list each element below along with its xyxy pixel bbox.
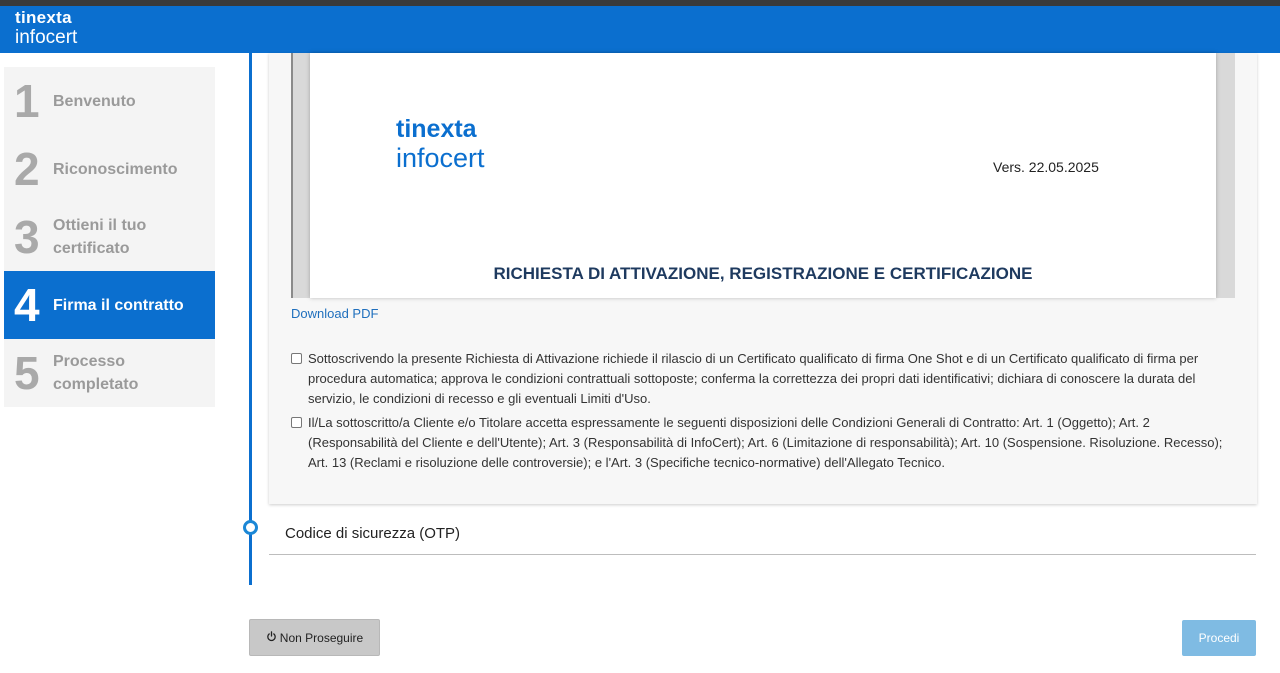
consent-1-text: Sottoscrivendo la presente Richiesta di Attivazione richiede il rilascio di un Certificato qualificato di firma One Shot e di un Certificato qualificato di firma per procedura automatica; approva le condizioni contrattuali sottoposte; conferma la correttezza dei propri dati identificativi; dichiara di conoscere la durata del servizio, le condizioni di recesso e gli eventuali Limiti d'Uso. <box>308 351 1199 406</box>
otp-section-label[interactable]: Codice di sicurezza (OTP) <box>285 525 461 542</box>
document-logo <box>396 117 485 172</box>
procedi-button[interactable] <box>1182 620 1256 656</box>
timeline-node <box>243 520 258 535</box>
infocert-logo <box>15 9 77 47</box>
consent-2 <box>291 413 1236 473</box>
pdf-page <box>310 53 1216 298</box>
step-number: 5 <box>14 347 40 399</box>
document-logo-line-1: tinexta <box>396 115 477 143</box>
logo-line-2: infocert <box>15 27 78 48</box>
step-4-active <box>4 271 215 339</box>
consent-1-checkbox[interactable] <box>291 353 302 364</box>
download-pdf-link[interactable]: Download PDF <box>291 306 379 321</box>
document-version: Vers. 22.05.2025 <box>993 159 1099 175</box>
consent-1 <box>291 349 1236 409</box>
steps-sidebar <box>4 67 215 407</box>
step-number: 4 <box>14 279 40 331</box>
procedi-label: Procedi <box>1198 631 1240 645</box>
document-logo-line-2: infocert <box>396 143 485 173</box>
non-proseguire-button[interactable] <box>249 619 380 656</box>
power-icon <box>266 631 277 645</box>
step-1 <box>4 67 215 135</box>
progress-timeline <box>249 53 252 585</box>
document-title: RICHIESTA DI ATTIVAZIONE, REGISTRAZIONE E CERTIFICAZIONE <box>493 264 1033 283</box>
step-label: Processo completato <box>53 353 139 393</box>
step-5 <box>4 339 215 407</box>
non-proseguire-label: Non Proseguire <box>279 630 364 645</box>
pdf-viewer[interactable] <box>291 53 1235 298</box>
step-number: 2 <box>14 143 40 195</box>
step-number: 3 <box>14 211 40 263</box>
step-3 <box>4 203 215 271</box>
otp-divider <box>269 554 1256 555</box>
app-header <box>0 6 1280 53</box>
consent-2-text: Il/La sottoscritto/a Cliente e/o Titolare accetta espressamente le seguenti disposizioni delle Condizioni Generali di Contratto: Art. 1 (Oggetto); Art. 2 (Responsabilità del Cliente e dell'Utente); Art. 3 (Responsabilità di InfoCert); Art. 6 (Limitazione di responsabilità); Art. 10 (Sospensione. Risoluzione. Recesso); Art. 13 (Reclami e risoluzione delle controversie); e l'Art. 3 (Specifiche tecnico-normative) dell'Allegato Tecnico. <box>308 415 1223 470</box>
contract-card <box>269 53 1257 504</box>
step-label: Ottieni il tuo certificato <box>53 217 147 257</box>
logo-line-1: tinexta <box>15 8 72 27</box>
step-label: Benvenuto <box>53 92 136 110</box>
step-label: Riconoscimento <box>53 160 178 178</box>
step-label: Firma il contratto <box>53 296 184 314</box>
consent-2-checkbox[interactable] <box>291 417 302 428</box>
step-number: 1 <box>14 75 40 127</box>
step-2 <box>4 135 215 203</box>
